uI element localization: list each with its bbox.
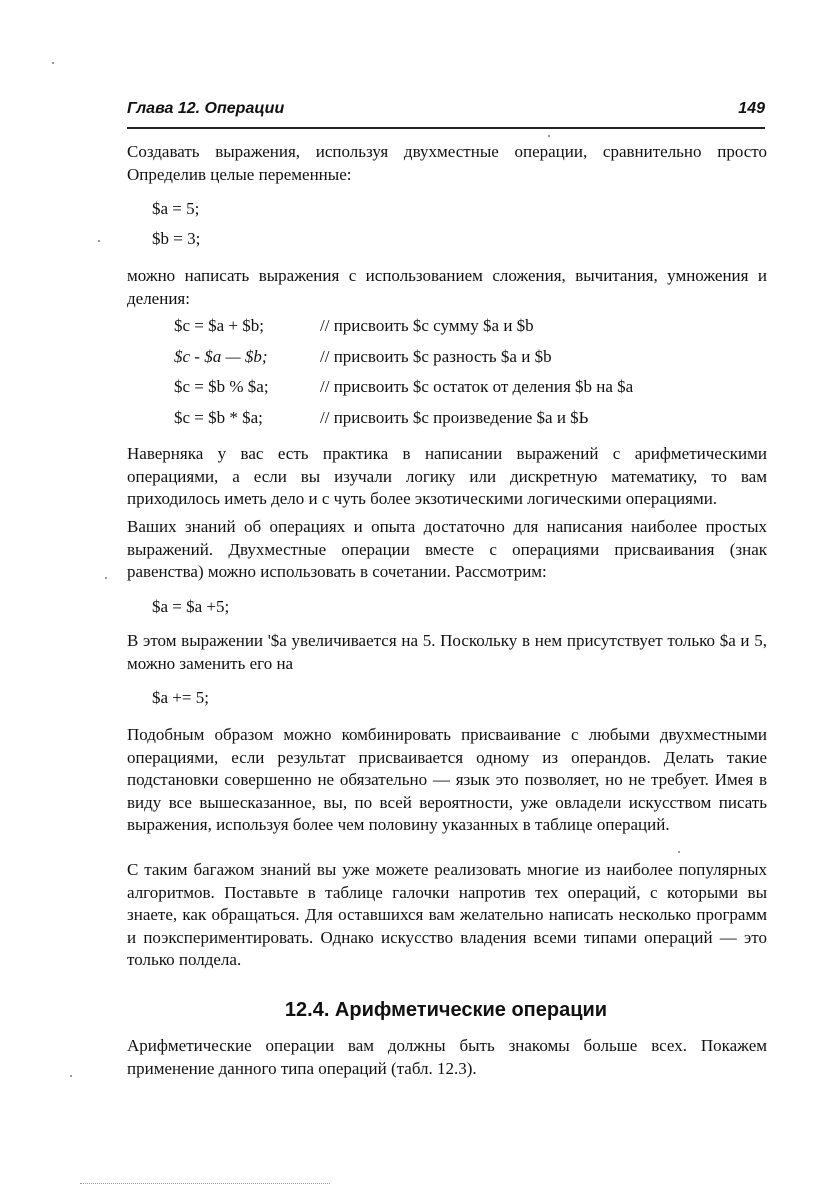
code-line-modulo — [174, 377, 634, 401]
page-number: 149 — [738, 100, 765, 117]
paragraph-combining: Подобным образом можно комбинировать присваивание с любыми двухместными операциями, если результат присваивается одному из операндов. Делать такие подстановки совершенно не обязательно — язык это позволяет, но не требует. Имея в виду все вышесказанное, вы, по всей вероятности, уже овладели искусством писать выражения, используя более чем половину указанных в таблице операций. — [127, 725, 767, 834]
code-example-compound: $a += 5; — [152, 688, 209, 707]
code-comment: // присвоить $c произведение $a и $Ь — [320, 408, 589, 427]
section-heading: 12.4. Арифметические операции — [284, 999, 608, 1021]
code-expr: $c = $b * $a; — [174, 408, 263, 427]
scan-speck — [52, 62, 54, 64]
paragraph-expression-explained: В этом выражении '$a увеличивается на 5. Поскольку в нем присутствует только $a и 5, можно заменить его на — [127, 631, 767, 673]
code-line-multiply — [174, 408, 589, 432]
scan-speck — [548, 135, 550, 137]
paragraph-practice: Наверняка у вас есть практика в написании выражений с арифметическими операциями, а если вы изучали логику или дискретную математику, то вам приходилось иметь дело и с чуть более экзотическими логическими операциями. — [127, 444, 767, 508]
scan-noise-line — [80, 1183, 330, 1184]
header-rule — [127, 127, 765, 129]
paragraph-intro: Создавать выражения, используя двухместные операции, сравнительно просто Определив целые переменные: — [127, 142, 767, 184]
code-example-increment: $a = $a +5; — [152, 597, 230, 616]
code-line-subtract — [174, 347, 552, 371]
code-expr: $c = $b % $a; — [174, 377, 269, 396]
code-var-b: $b = 3; — [152, 229, 201, 248]
code-expr: $c = $a + $b; — [174, 316, 264, 335]
code-expr: $c - $a — $b; — [174, 347, 268, 366]
scan-speck — [678, 851, 680, 853]
code-comment: // присвоить $c разность $a и $b — [320, 347, 552, 366]
code-comment: // присвоить $c сумму $a и $b — [320, 316, 534, 335]
scan-speck — [70, 1075, 72, 1077]
paragraph-arithmetic: Арифметические операции вам должны быть знакомы больше всех. Покажем применение данного типа операций (табл. 12.3). — [127, 1036, 767, 1078]
chapter-title: Глава 12. Операции — [127, 100, 285, 117]
code-var-a: $a = 5; — [152, 199, 200, 218]
running-header — [127, 100, 765, 124]
paragraph-knowledge: Ваших знаний об операциях и опыта достаточно для написания наиболее простых выражений. Двухместные операции вместе с операциями присваивания (знак равенства) можно использовать в сочетании. Рассмотрим: — [127, 517, 767, 581]
scan-speck — [98, 240, 100, 242]
code-line-add — [174, 316, 534, 340]
paragraph-expressions: можно написать выражения с использованием сложения, вычитания, умножения и деления: — [127, 266, 767, 308]
code-comment: // присвоить $c остаток от деления $b на $a — [320, 377, 634, 396]
paragraph-algorithms: С таким багажом знаний вы уже можете реализовать многие из наиболее популярных алгоритмов. Поставьте в таблице галочки напротив тех операций, с которыми вы знаете, как обращаться. Для оставшихся вам желательно написать несколько программ и поэкспериментировать. Однако искусство владения всеми типами операций — это только полдела. — [127, 860, 767, 969]
scan-speck — [105, 577, 107, 579]
